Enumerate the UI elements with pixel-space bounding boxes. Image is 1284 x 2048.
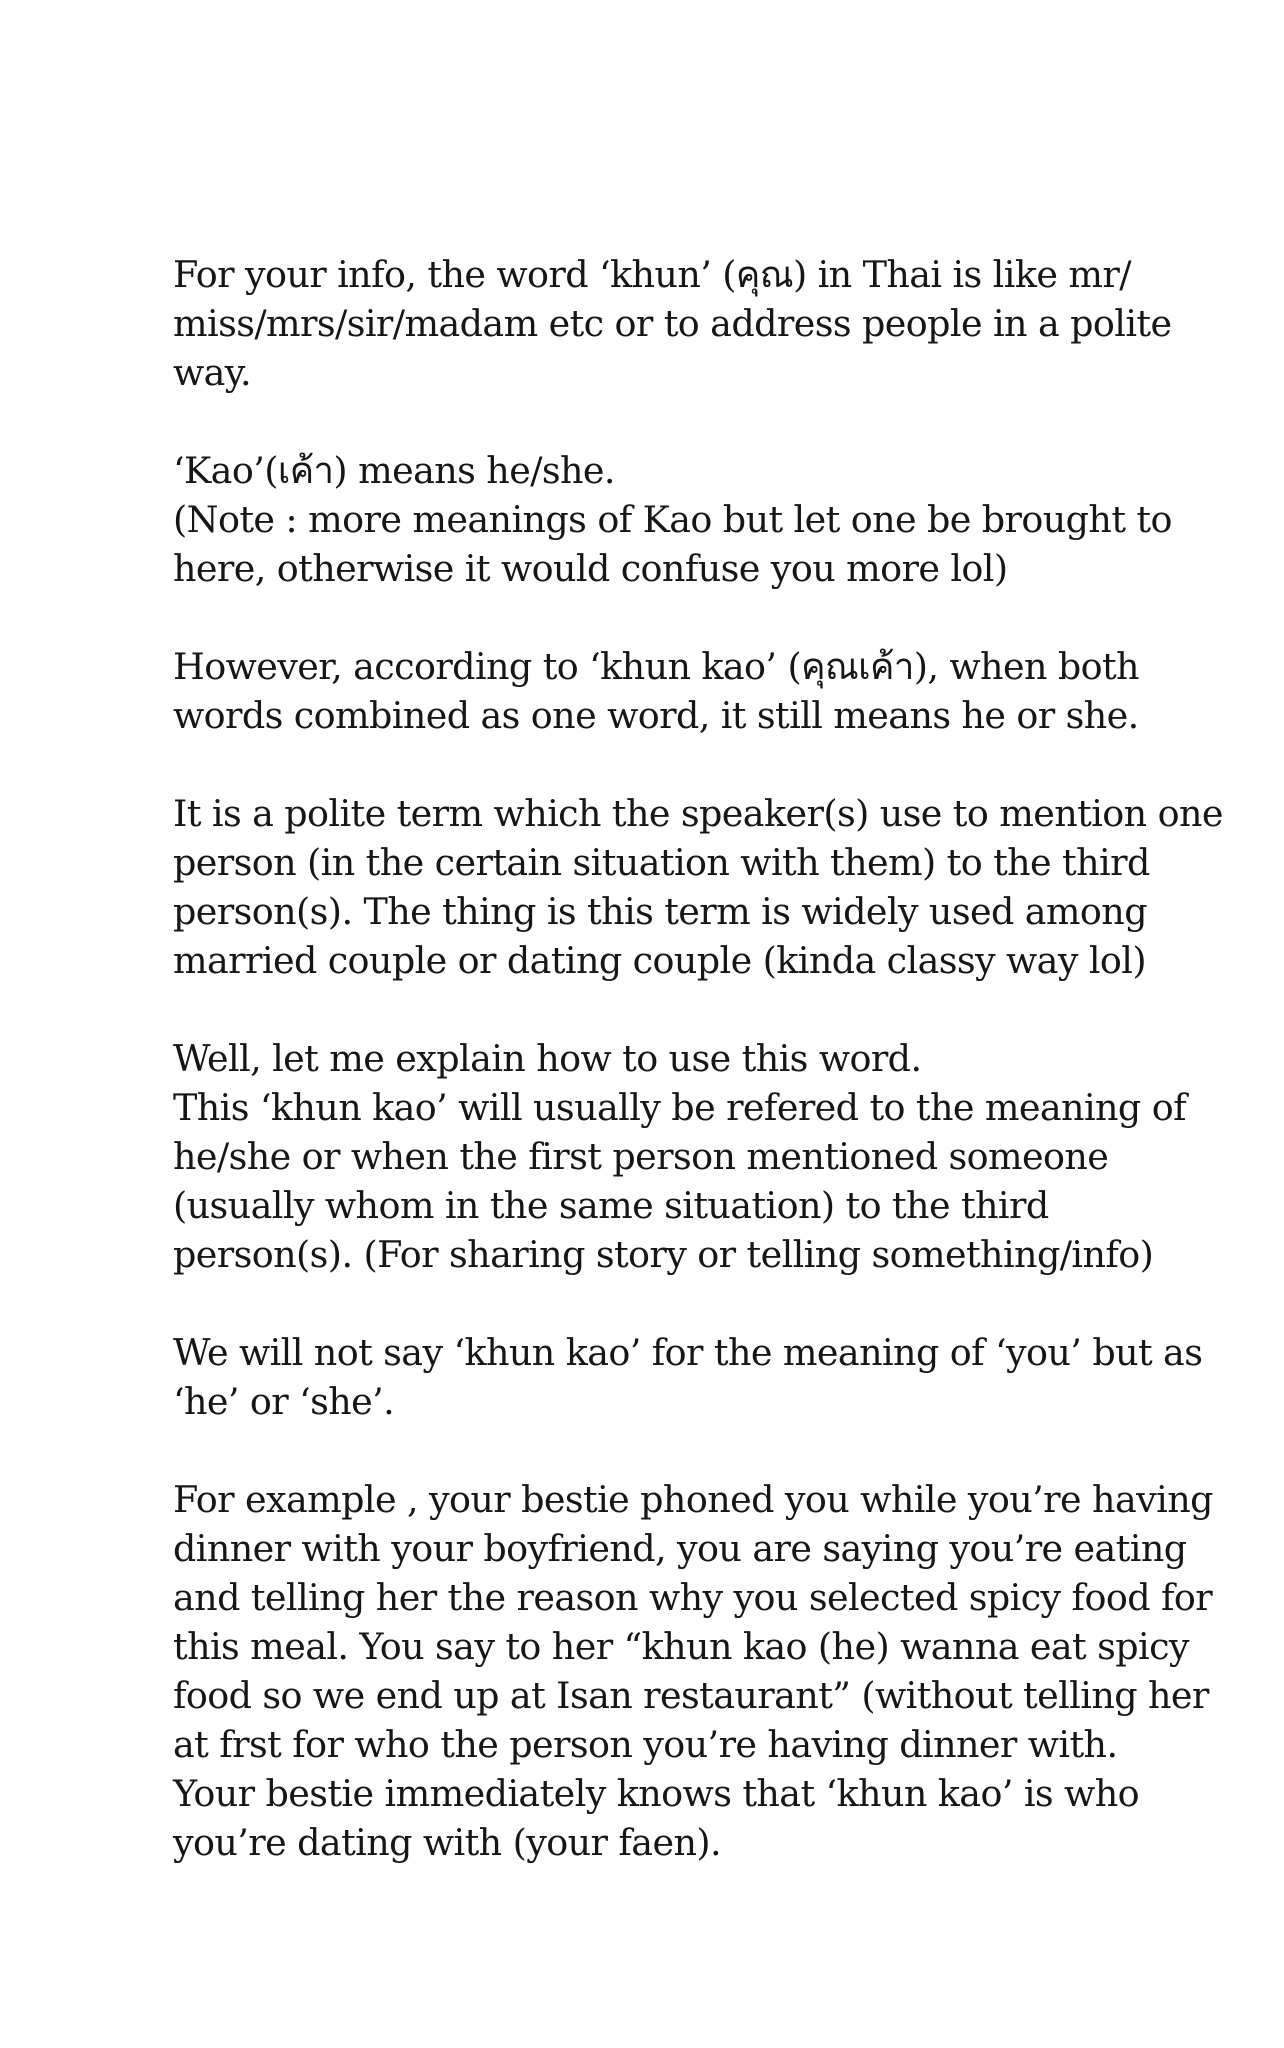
text-line: Well, let me explain how to use this word.: [173, 1037, 922, 1080]
text-line: person(s). (For sharing story or telling something/info): [173, 1233, 1154, 1276]
text-line: person(s). The thing is this term is widely used among: [173, 890, 1147, 933]
text-line: We will not say ‘khun kao’ for the meaning of ‘you’ but as: [173, 1331, 1203, 1374]
text-line: and telling her the reason why you selected spicy food for: [173, 1576, 1213, 1619]
text-line: miss/mrs/sir/madam etc or to address people in a polite: [173, 302, 1172, 345]
text-line: Your bestie immediately knows that ‘khun kao’ is who: [173, 1772, 1139, 1815]
text-line: (Note : more meanings of Kao but let one be brought to: [173, 498, 1172, 541]
paragraph-polite-term: [173, 789, 1223, 985]
text-line: way.: [173, 351, 251, 394]
text-line: This ‘khun kao’ will usually be refered to the meaning of: [173, 1086, 1186, 1129]
text-line: food so we end up at Isan restaurant” (without telling her: [173, 1674, 1209, 1717]
text-line: here, otherwise it would confuse you more lol): [173, 547, 1008, 590]
paragraph-khun-kao-combined: [173, 642, 1193, 740]
text-line: he/she or when the first person mentioned someone: [173, 1135, 1109, 1178]
text-line: However, according to ‘khun kao’ (คุณเค้า), when both: [173, 645, 1139, 688]
text-line: you’re dating with (your faen).: [173, 1821, 722, 1864]
paragraph-kao-definition: [173, 446, 1193, 593]
paragraph-not-you: [173, 1328, 1203, 1426]
text-line: For example , your bestie phoned you while you’re having: [173, 1478, 1213, 1521]
text-line: person (in the certain situation with them) to the third: [173, 841, 1150, 884]
text-line: at frst for who the person you’re having dinner with.: [173, 1723, 1118, 1766]
text-line: words combined as one word, it still means he or she.: [173, 694, 1139, 737]
paragraph-example: [173, 1475, 1213, 1867]
text-line: ‘he’ or ‘she’.: [173, 1380, 395, 1423]
text-line: For your info, the word ‘khun’ (คุณ) in Thai is like mr/: [173, 253, 1131, 296]
text-line: married couple or dating couple (kinda classy way lol): [173, 939, 1147, 982]
text-line: It is a polite term which the speaker(s) use to mention one: [173, 792, 1223, 835]
paragraph-usage-explanation: [173, 1034, 1193, 1279]
text-line: ‘Kao’(เค้า) means he/she.: [173, 449, 615, 492]
article-body: [173, 250, 1223, 1867]
text-line: dinner with your boyfriend, you are saying you’re eating: [173, 1527, 1187, 1570]
text-line: (usually whom in the same situation) to the third: [173, 1184, 1049, 1227]
paragraph-khun-definition: [173, 250, 1193, 397]
text-line: this meal. You say to her “khun kao (he) wanna eat spicy: [173, 1625, 1189, 1668]
